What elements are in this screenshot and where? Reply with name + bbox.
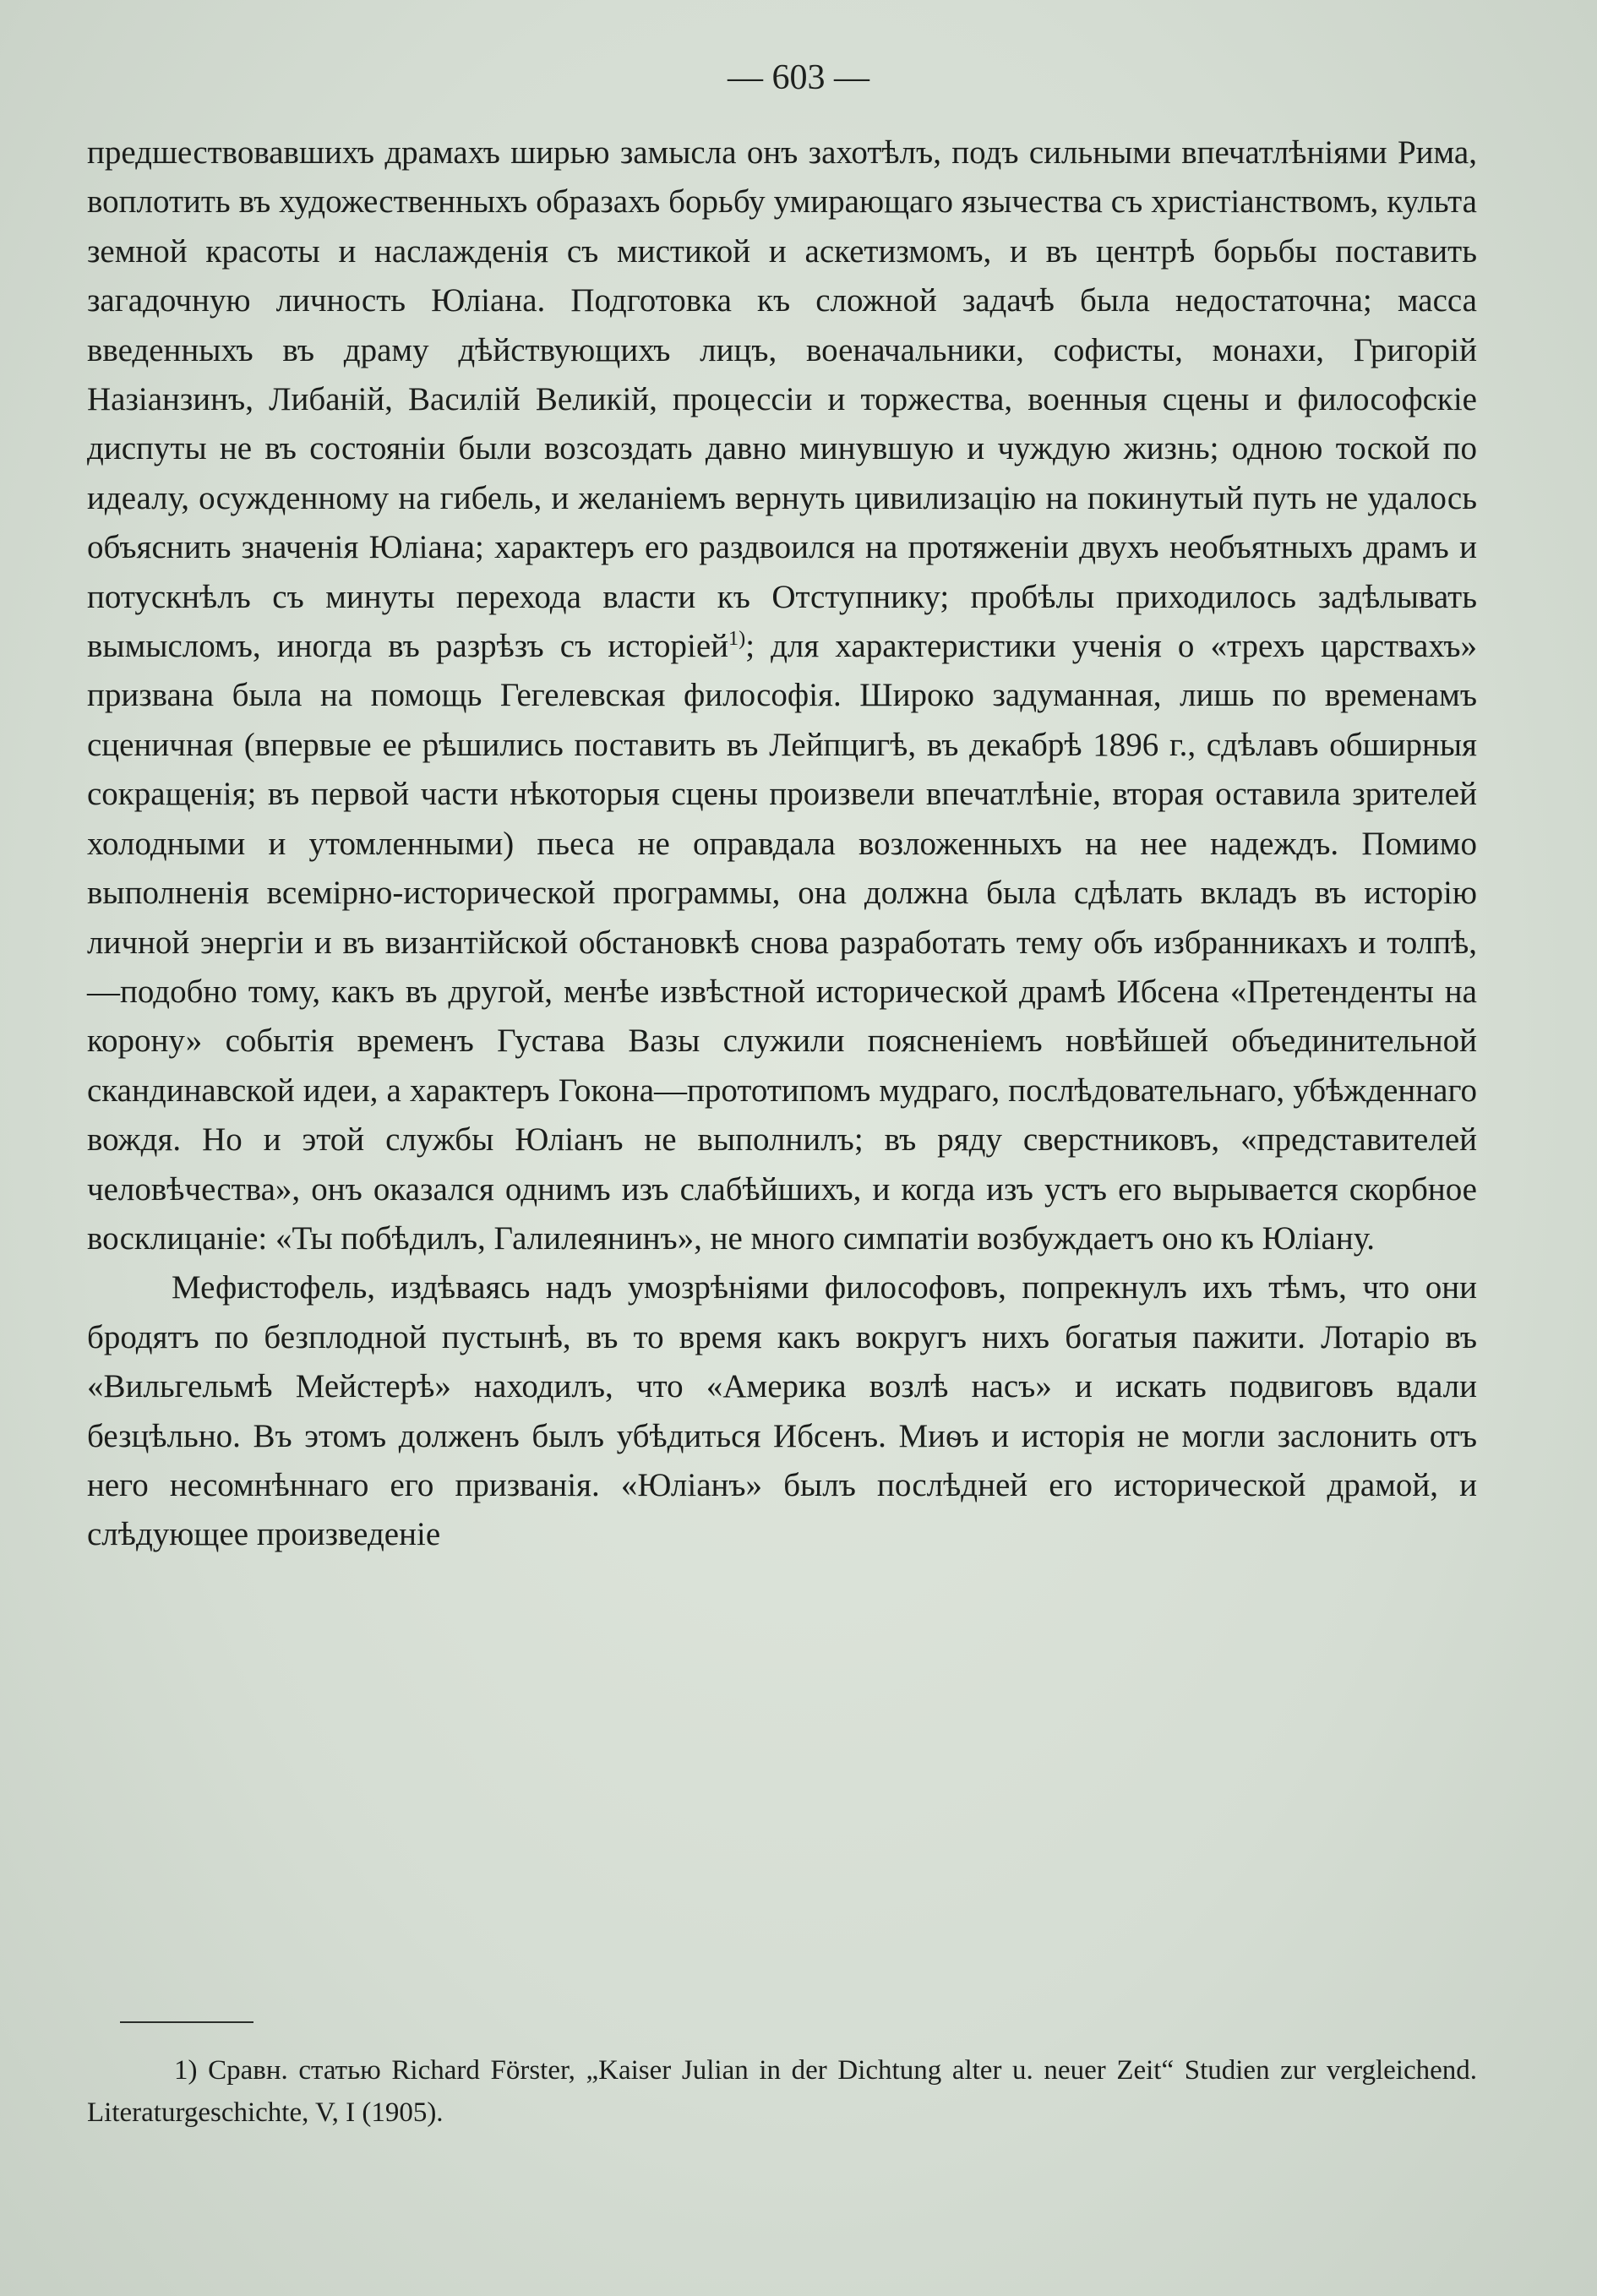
paragraph-1-text: предшествовавшихъ драмахъ ширью замысла онъ захотѣлъ, подъ сильными впечатлѣніями Рима, воплотить въ художественныхъ образахъ борьбу умирающаго язычества съ христіанствомъ, культа земной красоты и наслажденія съ мистикой и аскетизмомъ, и въ центрѣ борьбы поставить загадочную личность Юліана. Подготовка къ сложной задачѣ была недостаточна; масса введенныхъ въ драму дѣйствующихъ лицъ, военачальники, софисты, монахи, Григорій Назіанзинъ, Либаній, Василій Великій, процессіи и торжества, военныя сцены и философскіе диспуты не въ состояніи были возсоздать давно минувшую и чуждую жизнь; одною тоской по идеалу, осужденному на гибель, и желаніемъ вернуть цивилизацію на покинутый путь не удалось объяснить значенія Юліана; характеръ его раздвоился на протяженіи двухъ необъятныхъ драмъ и потускнѣлъ съ минуты перехода власти къ Отступнику; пробѣлы приходилось задѣлывать вымысломъ, иногда въ разрѣзъ съ исторіей (87, 134, 1477, 665)
page-number: — 603 — (728, 58, 869, 97)
main-text (87, 128, 1477, 1560)
footnote-reference: 1) (728, 627, 746, 651)
footnote-text: Сравн. статью Richard Förster, „Kaiser Julian in der Dichtung alter u. neuer Zeit“ Studien zur vergleichend. Literaturgeschichte, V, I (1905). (87, 2055, 1478, 2128)
paragraph-2: Мефистофель, издѣваясь надъ умозрѣніями философовъ, попрекнулъ ихъ тѣмъ, что они бродятъ по безплодной пустынѣ, въ то время какъ вокругъ нихъ богатыя пажити. Лотаріо въ «Вильгельмѣ Мейстерѣ» находилъ, что «Америка возлѣ насъ» и искать подвиговъ вдали безцѣльно. Въ этомъ долженъ былъ убѣдиться Ибсенъ. Миѳъ и исторія не могли заслонить отъ него несомнѣннаго его призванія. «Юліанъ» былъ послѣдней его исторической драмой, и слѣдующее произведеніе (87, 1269, 1477, 1553)
footnote-separator (120, 2021, 253, 2023)
footnote-body (87, 2049, 1477, 2134)
paragraph-1 (87, 128, 1477, 1263)
paragraph-1-continuation: ; для характеристики ученія о «трехъ царствахъ» призвана была на помощь Гегелевская философія. Широко задуманная, лишь по временамъ сценичная (впервые ее рѣшились поставить въ Лейпцигѣ, въ декабрѣ 1896 г., сдѣлавъ обширныя сокращенія; въ первой части нѣкоторыя сцены произвели впечатлѣніе, вторая оставила зрителей холодными и утомленными) пьеса не оправдала возложенныхъ на нее надеждъ. Помимо выполненія всемірно-исторической программы, она должна была сдѣлать вкладъ въ исторію личной энергіи и въ византійской обстановкѣ снова разработать тему объ избранникахъ и толпѣ,—подобно тому, какъ въ другой, менѣе извѣстной исторической драмѣ Ибсена «Претенденты на корону» событія временъ Густава Вазы служили поясненіемъ новѣйшей объединительной скандинавской идеи, а характеръ Гокона—прототипомъ мудраго, послѣдовательнаго, убѣжденнаго вождя. Но и этой службы Юліанъ не выполнилъ; въ ряду сверстниковъ, «представителей человѣчества», онъ оказался однимъ изъ слабѣйшихъ, и когда изъ устъ его вырывается скорбное восклицаніе: «Ты побѣдилъ, Галилеянинъ», не много симпатіи возбуждаетъ оно къ Юліану. (87, 628, 1477, 1257)
footnote-marker: 1) (174, 2055, 198, 2086)
footnote (87, 2049, 1477, 2134)
